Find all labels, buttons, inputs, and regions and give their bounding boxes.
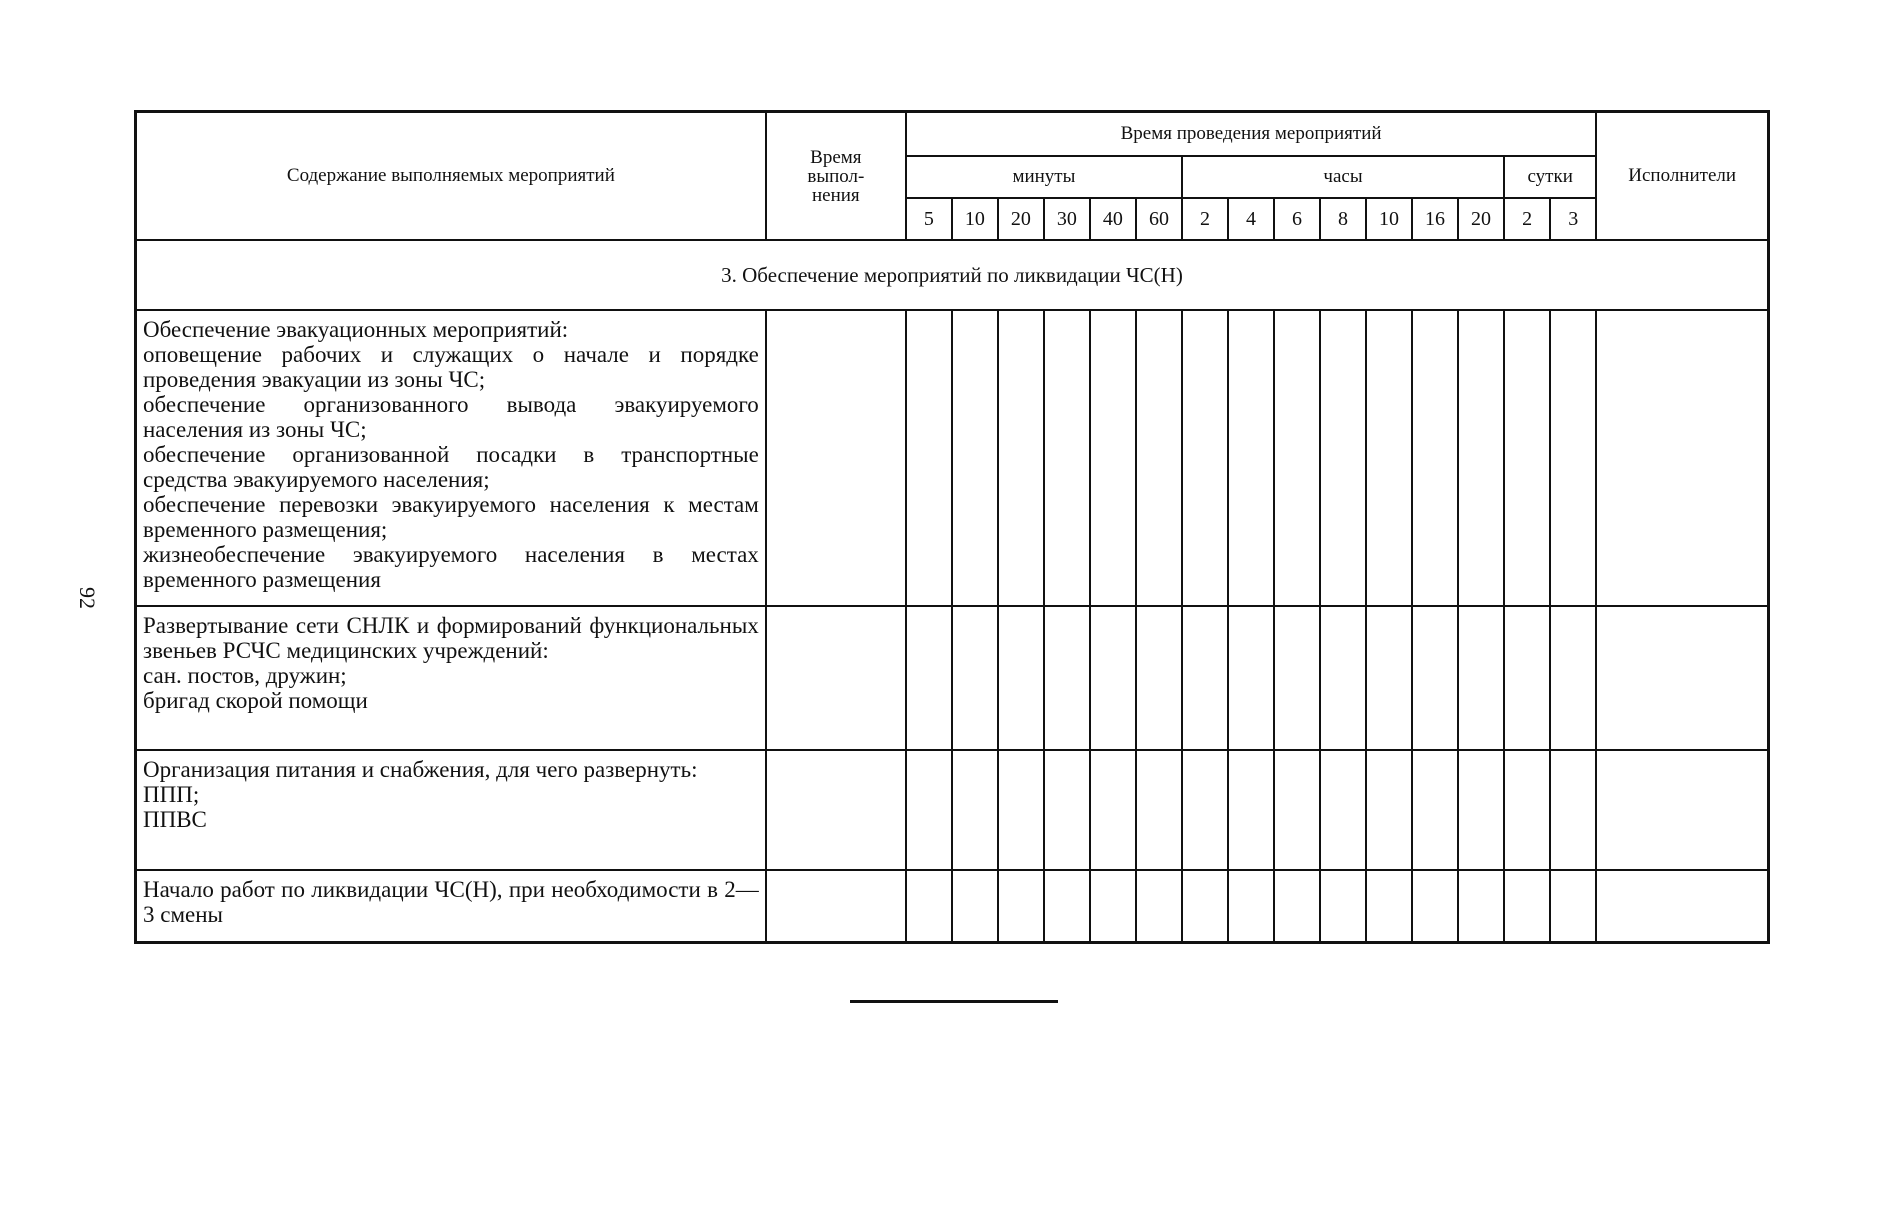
time-slot-cell — [952, 750, 998, 870]
time-slot-cell — [998, 310, 1044, 606]
time-slot-cell — [1366, 750, 1412, 870]
time-slot-cell — [1136, 870, 1182, 942]
activity-description — [136, 870, 766, 942]
time-slot-cell — [1412, 606, 1458, 750]
time-slot-cell — [1228, 870, 1274, 942]
hour-tick-16: 16 — [1412, 198, 1458, 240]
exec-time-header: Время выпол-нения — [766, 112, 906, 241]
section-title: 3. Обеспечение мероприятий по ликвидации ЧС(Н) — [136, 240, 1769, 310]
time-slot-cell — [1458, 750, 1504, 870]
time-slot-cell — [998, 606, 1044, 750]
time-slot-cell — [952, 606, 998, 750]
activity-line: сан. постов, дружин; — [143, 663, 347, 688]
time-slot-cell — [1182, 870, 1228, 942]
time-slot-cell — [1044, 750, 1090, 870]
performers-cell — [1596, 750, 1768, 870]
time-slot-cell — [1366, 606, 1412, 750]
time-slot-cell — [1274, 310, 1320, 606]
activity-description — [136, 750, 766, 870]
time-slot-cell — [1412, 870, 1458, 942]
minute-tick-60: 60 — [1136, 198, 1182, 240]
table-row — [136, 750, 1769, 870]
activity-line: Начало работ по ликвидации ЧС(Н), при необходимости в 2—3 смены — [143, 877, 759, 927]
time-slot-cell — [1274, 750, 1320, 870]
activity-line: обеспечение организованной посадки в транспортные средства эвакуируемого населения; — [143, 442, 759, 492]
time-slot-cell — [1550, 750, 1596, 870]
activity-description — [136, 606, 766, 750]
time-slot-cell — [1320, 606, 1366, 750]
time-slot-cell — [998, 750, 1044, 870]
hour-tick-8: 8 — [1320, 198, 1366, 240]
minute-tick-30: 30 — [1044, 198, 1090, 240]
table-row — [136, 310, 1769, 606]
minute-tick-5: 5 — [906, 198, 952, 240]
performers-header: Исполнители — [1596, 112, 1768, 241]
performers-cell — [1596, 606, 1768, 750]
time-slot-cell — [1274, 870, 1320, 942]
activity-line: Развертывание сети СНЛК и формирований функциональных звеньев РСЧС медицинских учреждений: — [143, 613, 759, 663]
activity-line: оповещение рабочих и служащих о начале и порядке проведения эвакуации из зоны ЧС; — [143, 342, 759, 392]
hours-header: часы — [1182, 156, 1504, 198]
table-row — [136, 606, 1769, 750]
time-slot-cell — [1366, 870, 1412, 942]
performers-cell — [1596, 870, 1768, 942]
time-slot-cell — [1136, 606, 1182, 750]
activity-line: бригад скорой помощи — [143, 688, 368, 713]
minute-tick-10: 10 — [952, 198, 998, 240]
activity-line: обеспечение перевозки эвакуируемого населения к местам временного размещения; — [143, 492, 759, 542]
day-tick-2: 2 — [1504, 198, 1550, 240]
page-number: 92 — [75, 587, 100, 609]
hour-tick-6: 6 — [1274, 198, 1320, 240]
time-slot-cell — [1412, 310, 1458, 606]
time-slot-cell — [1550, 606, 1596, 750]
time-slot-cell — [1136, 750, 1182, 870]
activity-line: ППП; — [143, 782, 200, 807]
time-slot-cell — [906, 606, 952, 750]
activity-line: обеспечение организованного вывода эвакуируемого населения из зоны ЧС; — [143, 392, 759, 442]
time-slot-cell — [1320, 870, 1366, 942]
time-slot-cell — [952, 310, 998, 606]
time-slot-cell — [1228, 310, 1274, 606]
time-slot-cell — [998, 870, 1044, 942]
time-slot-cell — [1504, 750, 1550, 870]
performers-cell — [1596, 310, 1768, 606]
time-slot-cell — [1504, 606, 1550, 750]
time-slot-cell — [1090, 310, 1136, 606]
content-header: Содержание выполняемых мероприятий — [136, 112, 766, 241]
time-slot-cell — [1044, 310, 1090, 606]
time-slot-cell — [1274, 606, 1320, 750]
activity-line: ППВС — [143, 807, 207, 832]
hour-tick-2: 2 — [1182, 198, 1228, 240]
hour-tick-10: 10 — [1366, 198, 1412, 240]
exec-time-cell — [766, 606, 906, 750]
time-slot-cell — [1090, 606, 1136, 750]
time-slot-cell — [1044, 870, 1090, 942]
hour-tick-4: 4 — [1228, 198, 1274, 240]
table-row — [136, 870, 1769, 942]
days-header: сутки — [1504, 156, 1596, 198]
hour-tick-20: 20 — [1458, 198, 1504, 240]
time-slot-cell — [906, 750, 952, 870]
time-slot-cell — [1458, 310, 1504, 606]
schedule-table — [134, 110, 1770, 944]
time-slot-cell — [1320, 310, 1366, 606]
activity-line: Обеспечение эвакуационных мероприятий: — [143, 317, 569, 342]
time-slot-cell — [952, 870, 998, 942]
time-slot-cell — [1412, 750, 1458, 870]
exec-time-cell — [766, 750, 906, 870]
time-slot-cell — [1228, 750, 1274, 870]
time-slot-cell — [1136, 310, 1182, 606]
time-slot-cell — [1228, 606, 1274, 750]
time-slot-cell — [1182, 750, 1228, 870]
time-slot-cell — [1320, 750, 1366, 870]
minute-tick-20: 20 — [998, 198, 1044, 240]
minutes-header: минуты — [906, 156, 1182, 198]
time-slot-cell — [1550, 870, 1596, 942]
time-slot-cell — [1458, 606, 1504, 750]
time-slot-cell — [1182, 606, 1228, 750]
time-slot-cell — [1458, 870, 1504, 942]
time-slot-cell — [906, 870, 952, 942]
time-group-header: Время проведения мероприятий — [906, 112, 1596, 157]
day-tick-3: 3 — [1550, 198, 1596, 240]
time-slot-cell — [1090, 750, 1136, 870]
exec-time-cell — [766, 310, 906, 606]
time-slot-cell — [906, 310, 952, 606]
minute-tick-40: 40 — [1090, 198, 1136, 240]
time-slot-cell — [1090, 870, 1136, 942]
divider-line — [850, 1000, 1058, 1003]
time-slot-cell — [1182, 310, 1228, 606]
activity-description — [136, 310, 766, 606]
exec-time-cell — [766, 870, 906, 942]
time-slot-cell — [1550, 310, 1596, 606]
activity-line: жизнеобеспечение эвакуируемого населения в местах временного размещения — [143, 542, 759, 592]
time-slot-cell — [1044, 606, 1090, 750]
activity-line: Организация питания и снабжения, для чего развернуть: — [143, 757, 698, 782]
time-slot-cell — [1504, 310, 1550, 606]
time-slot-cell — [1366, 310, 1412, 606]
time-slot-cell — [1504, 870, 1550, 942]
